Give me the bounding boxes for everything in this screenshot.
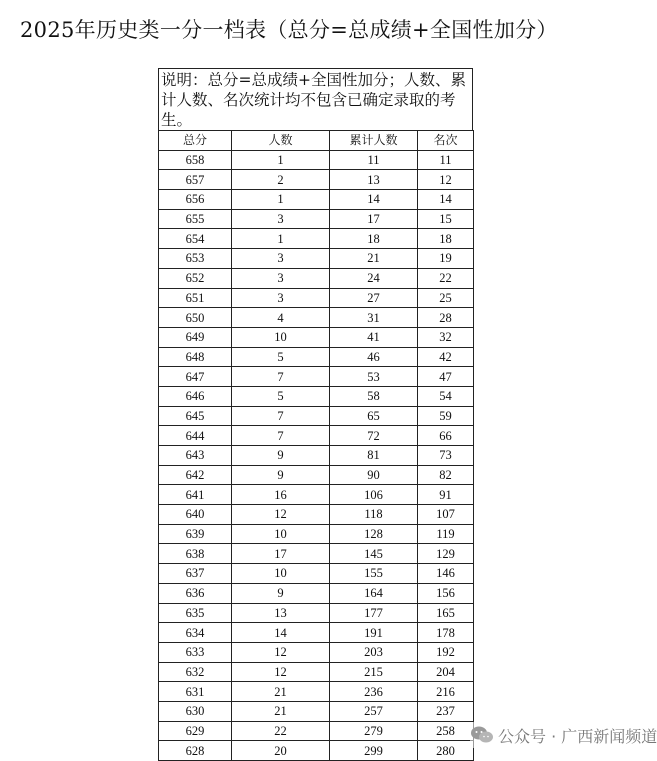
cell-total-score: 629 xyxy=(159,721,232,741)
cell-cumulative: 81 xyxy=(330,446,418,466)
cell-cumulative: 21 xyxy=(330,249,418,269)
cell-count: 12 xyxy=(232,662,330,682)
table-row xyxy=(159,327,474,347)
cell-total-score: 637 xyxy=(159,564,232,584)
cell-rank: 54 xyxy=(418,386,474,406)
cell-count: 3 xyxy=(232,209,330,229)
cell-cumulative: 18 xyxy=(330,229,418,249)
cell-total-score: 648 xyxy=(159,347,232,367)
table-header-row xyxy=(159,131,474,151)
cell-rank: 22 xyxy=(418,268,474,288)
table-row xyxy=(159,426,474,446)
cell-cumulative: 106 xyxy=(330,485,418,505)
table-row xyxy=(159,642,474,662)
table-row xyxy=(159,544,474,564)
cell-rank: 146 xyxy=(418,564,474,584)
cell-count: 2 xyxy=(232,170,330,190)
header-total-score: 总分 xyxy=(159,131,232,151)
cell-cumulative: 53 xyxy=(330,367,418,387)
cell-cumulative: 155 xyxy=(330,564,418,584)
cell-count: 4 xyxy=(232,308,330,328)
cell-total-score: 632 xyxy=(159,662,232,682)
table-row xyxy=(159,190,474,210)
cell-total-score: 638 xyxy=(159,544,232,564)
cell-cumulative: 65 xyxy=(330,406,418,426)
cell-cumulative: 24 xyxy=(330,268,418,288)
cell-rank: 156 xyxy=(418,583,474,603)
cell-total-score: 641 xyxy=(159,485,232,505)
cell-total-score: 649 xyxy=(159,327,232,347)
cell-cumulative: 191 xyxy=(330,623,418,643)
header-rank: 名次 xyxy=(418,131,474,151)
cell-cumulative: 215 xyxy=(330,662,418,682)
cell-count: 1 xyxy=(232,190,330,210)
cell-rank: 42 xyxy=(418,347,474,367)
table-row xyxy=(159,288,474,308)
cell-total-score: 645 xyxy=(159,406,232,426)
cell-total-score: 643 xyxy=(159,446,232,466)
cell-cumulative: 72 xyxy=(330,426,418,446)
cell-total-score: 656 xyxy=(159,190,232,210)
table-row xyxy=(159,170,474,190)
table-row xyxy=(159,485,474,505)
table-row xyxy=(159,623,474,643)
cell-cumulative: 11 xyxy=(330,150,418,170)
table-row xyxy=(159,446,474,466)
cell-rank: 59 xyxy=(418,406,474,426)
cell-rank: 204 xyxy=(418,662,474,682)
cell-total-score: 650 xyxy=(159,308,232,328)
cell-count: 12 xyxy=(232,642,330,662)
cell-count: 22 xyxy=(232,721,330,741)
cell-count: 1 xyxy=(232,150,330,170)
cell-rank: 32 xyxy=(418,327,474,347)
cell-cumulative: 177 xyxy=(330,603,418,623)
table-row xyxy=(159,741,474,761)
cell-total-score: 657 xyxy=(159,170,232,190)
cell-rank: 15 xyxy=(418,209,474,229)
cell-cumulative: 31 xyxy=(330,308,418,328)
table-row xyxy=(159,682,474,702)
cell-rank: 12 xyxy=(418,170,474,190)
table-row xyxy=(159,662,474,682)
page-title: 2025年历史类一分一档表（总分=总成绩+全国性加分） xyxy=(20,18,558,42)
cell-total-score: 630 xyxy=(159,701,232,721)
score-table xyxy=(158,130,474,761)
cell-total-score: 635 xyxy=(159,603,232,623)
cell-count: 7 xyxy=(232,367,330,387)
cell-rank: 82 xyxy=(418,465,474,485)
cell-cumulative: 203 xyxy=(330,642,418,662)
cell-rank: 119 xyxy=(418,524,474,544)
cell-count: 3 xyxy=(232,268,330,288)
cell-count: 10 xyxy=(232,327,330,347)
table-row xyxy=(159,347,474,367)
table-row xyxy=(159,583,474,603)
cell-cumulative: 279 xyxy=(330,721,418,741)
table-row xyxy=(159,268,474,288)
cell-count: 12 xyxy=(232,505,330,525)
table-row xyxy=(159,701,474,721)
cell-count: 5 xyxy=(232,386,330,406)
cell-count: 7 xyxy=(232,426,330,446)
cell-count: 9 xyxy=(232,583,330,603)
cell-count: 3 xyxy=(232,249,330,269)
cell-cumulative: 27 xyxy=(330,288,418,308)
cell-total-score: 653 xyxy=(159,249,232,269)
cell-cumulative: 41 xyxy=(330,327,418,347)
cell-cumulative: 236 xyxy=(330,682,418,702)
cell-total-score: 647 xyxy=(159,367,232,387)
cell-count: 1 xyxy=(232,229,330,249)
cell-total-score: 651 xyxy=(159,288,232,308)
table-row xyxy=(159,367,474,387)
table-row xyxy=(159,465,474,485)
cell-total-score: 640 xyxy=(159,505,232,525)
cell-count: 16 xyxy=(232,485,330,505)
cell-rank: 91 xyxy=(418,485,474,505)
cell-total-score: 636 xyxy=(159,583,232,603)
cell-rank: 165 xyxy=(418,603,474,623)
cell-cumulative: 128 xyxy=(330,524,418,544)
cell-rank: 14 xyxy=(418,190,474,210)
cell-count: 20 xyxy=(232,741,330,761)
cell-rank: 280 xyxy=(418,741,474,761)
cell-rank: 19 xyxy=(418,249,474,269)
cell-cumulative: 17 xyxy=(330,209,418,229)
table-row xyxy=(159,603,474,623)
cell-rank: 66 xyxy=(418,426,474,446)
cell-total-score: 655 xyxy=(159,209,232,229)
cell-count: 5 xyxy=(232,347,330,367)
cell-rank: 178 xyxy=(418,623,474,643)
table-row xyxy=(159,308,474,328)
cell-total-score: 628 xyxy=(159,741,232,761)
table-row xyxy=(159,524,474,544)
cell-total-score: 633 xyxy=(159,642,232,662)
cell-total-score: 658 xyxy=(159,150,232,170)
cell-count: 21 xyxy=(232,701,330,721)
cell-rank: 237 xyxy=(418,701,474,721)
cell-rank: 258 xyxy=(418,721,474,741)
cell-total-score: 631 xyxy=(159,682,232,702)
cell-total-score: 634 xyxy=(159,623,232,643)
cell-total-score: 646 xyxy=(159,386,232,406)
cell-count: 13 xyxy=(232,603,330,623)
cell-rank: 18 xyxy=(418,229,474,249)
cell-count: 7 xyxy=(232,406,330,426)
cell-rank: 129 xyxy=(418,544,474,564)
cell-total-score: 652 xyxy=(159,268,232,288)
cell-cumulative: 14 xyxy=(330,190,418,210)
cell-total-score: 639 xyxy=(159,524,232,544)
cell-count: 10 xyxy=(232,524,330,544)
cell-rank: 25 xyxy=(418,288,474,308)
cell-rank: 192 xyxy=(418,642,474,662)
table-note: 说明：总分=总成绩+全国性加分；人数、累计人数、名次统计均不包含已确定录取的考生。 xyxy=(158,68,473,130)
table-row xyxy=(159,249,474,269)
cell-cumulative: 90 xyxy=(330,465,418,485)
table-row xyxy=(159,150,474,170)
cell-count: 3 xyxy=(232,288,330,308)
table-row xyxy=(159,505,474,525)
cell-rank: 11 xyxy=(418,150,474,170)
table-row xyxy=(159,564,474,584)
header-cumulative: 累计人数 xyxy=(330,131,418,151)
header-count: 人数 xyxy=(232,131,330,151)
cell-cumulative: 257 xyxy=(330,701,418,721)
cell-count: 14 xyxy=(232,623,330,643)
cell-rank: 47 xyxy=(418,367,474,387)
cell-cumulative: 118 xyxy=(330,505,418,525)
watermark xyxy=(470,722,657,748)
cell-cumulative: 13 xyxy=(330,170,418,190)
cell-cumulative: 164 xyxy=(330,583,418,603)
cell-total-score: 654 xyxy=(159,229,232,249)
cell-cumulative: 145 xyxy=(330,544,418,564)
cell-count: 9 xyxy=(232,465,330,485)
table-body xyxy=(159,150,474,760)
cell-count: 17 xyxy=(232,544,330,564)
table-row xyxy=(159,406,474,426)
wechat-icon xyxy=(470,725,494,745)
table-row xyxy=(159,229,474,249)
cell-rank: 73 xyxy=(418,446,474,466)
cell-total-score: 642 xyxy=(159,465,232,485)
cell-count: 10 xyxy=(232,564,330,584)
cell-rank: 216 xyxy=(418,682,474,702)
cell-cumulative: 299 xyxy=(330,741,418,761)
cell-total-score: 644 xyxy=(159,426,232,446)
score-table-container xyxy=(158,68,473,761)
table-row xyxy=(159,721,474,741)
cell-cumulative: 58 xyxy=(330,386,418,406)
table-row xyxy=(159,209,474,229)
cell-count: 21 xyxy=(232,682,330,702)
cell-rank: 107 xyxy=(418,505,474,525)
cell-cumulative: 46 xyxy=(330,347,418,367)
cell-count: 9 xyxy=(232,446,330,466)
table-row xyxy=(159,386,474,406)
watermark-text: 公众号 · 广西新闻频道 xyxy=(498,726,657,746)
cell-rank: 28 xyxy=(418,308,474,328)
